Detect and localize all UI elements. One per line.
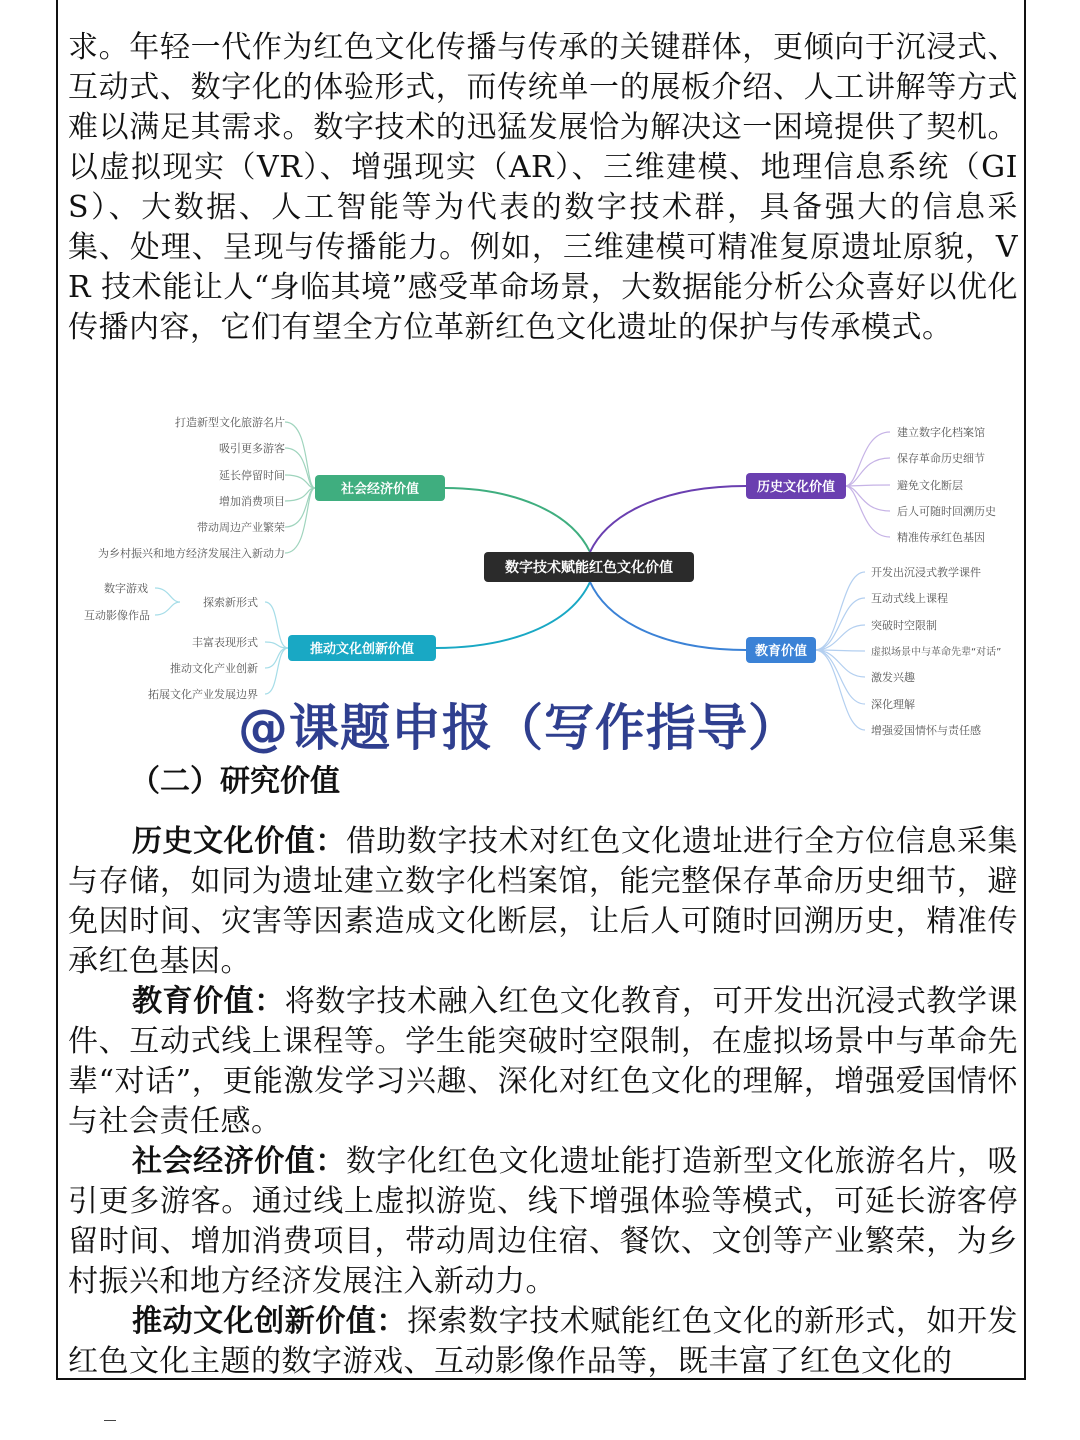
connector-history [590, 486, 746, 552]
history-leaf: 后人可随时回溯历史 [897, 505, 996, 518]
history-leaf: 避免文化断层 [897, 479, 963, 492]
value-term: 社会经济价值： [132, 1144, 346, 1179]
innovation-sub-node: 探索新形式 [203, 596, 258, 609]
innovation-leaf: 推动文化产业创新 [170, 662, 258, 675]
value-paragraph-education [68, 982, 1018, 1142]
branch-social-label: 社会经济价值 [340, 482, 420, 497]
social-leaf: 延长停留时间 [219, 469, 285, 482]
value-paragraph-social [68, 1142, 1018, 1302]
value-text: 数字化红色文化遗址能打造新型文化旅游名片，吸引更多游客。通过线上虚拟游览、线下增强体验等模式，可延长游客停留时间、增加消费项目，带动周边住宿、餐饮、文创等产业繁荣，为乡村振兴和地方经济发展注入新动力。 [68, 1144, 1018, 1299]
footer-dash [104, 1420, 116, 1421]
education-leaf: 深化理解 [871, 698, 915, 711]
branch-innovation-label: 推动文化创新价值 [309, 642, 415, 657]
value-paragraph-history [68, 822, 1018, 982]
branch-history-label: 历史文化价值 [756, 480, 836, 495]
education-leaf: 虚拟场景中与革命先辈“对话” [871, 647, 1002, 658]
social-leaf: 打造新型文化旅游名片 [175, 416, 285, 429]
education-leaf: 增强爱国情怀与责任感 [871, 724, 981, 737]
education-leaf: 突破时空限制 [871, 619, 937, 632]
intro-paragraph: 求。年轻一代作为红色文化传播与传承的关键群体，更倾向于沉浸式、互动式、数字化的体验形式，而传统单一的展板介绍、人工讲解等方式难以满足其需求。数字技术的迅猛发展恰为解决这一困境提供了契机。以虚拟现实（VR）、增强现实（AR）、三维建模、地理信息系统（GIS）、大数据、人工智能等为代表的数字技术群，具备强大的信息采集、处理、呈现与传播能力。例如，三维建模可精准复原遗址原貌，VR 技术能让人“身临其境”感受革命场景，大数据能分析公众喜好以优化传播内容，它们有望全方位革新红色文化遗址的保护与传承模式。 [68, 30, 1018, 345]
innovation-leaf: 拓展文化产业发展边界 [148, 688, 258, 701]
connector-education [590, 582, 746, 650]
value-paragraph-innovation [68, 1302, 1018, 1382]
history-leaf: 精准传承红色基因 [897, 531, 985, 544]
education-leaf: 开发出沉浸式教学课件 [871, 566, 981, 579]
connector-social [445, 488, 590, 552]
value-text: 借助数字技术对红色文化遗址进行全方位信息采集与存储，如同为遗址建立数字化档案馆，能完整保存革命历史细节，避免因时间、灾害等因素造成文化断层，让后人可随时回溯历史，精准传承红色基因。 [68, 824, 1018, 979]
connector-innovation [435, 582, 590, 648]
innovation-sub-leaf: 互动影像作品 [84, 609, 150, 622]
center-node-label: 数字技术赋能红色文化价值 [505, 560, 673, 576]
social-leaf: 带动周边产业繁荣 [197, 521, 285, 534]
value-text: 探索数字技术赋能红色文化的新形式，如开发红色文化主题的数字游戏、互动影像作品等，既丰富了红色文化的 [68, 1304, 1019, 1379]
innovation-sub-leaf: 数字游戏 [104, 582, 148, 595]
history-leaf: 建立数字化档案馆 [897, 426, 985, 439]
value-text: 将数字技术融入红色文化教育，可开发出沉浸式教学课件、互动式线上课程等。学生能突破时空限制，在虚拟场景中与革命先辈“对话”，更能激发学习兴趣、深化对红色文化的理解，增强爱国情怀与社会责任感。 [68, 984, 1019, 1139]
innovation-leaf: 丰富表现形式 [192, 636, 258, 649]
value-term: 推动文化创新价值： [132, 1304, 407, 1339]
education-leaf: 激发兴趣 [871, 671, 915, 684]
value-term: 历史文化价值： [132, 824, 346, 859]
social-leaf: 为乡村振兴和地方经济发展注入新动力 [98, 547, 285, 560]
value-term: 教育价值： [132, 984, 285, 1019]
social-leaf: 增加消费项目 [219, 495, 285, 508]
branch-education-label: 教育价值 [754, 644, 808, 659]
social-leaf: 吸引更多游客 [219, 442, 285, 455]
watermark: @课题申报（写作指导） [238, 699, 799, 757]
section-heading: （二）研究价值 [130, 764, 340, 799]
education-leaf: 互动式线上课程 [871, 592, 948, 605]
history-leaf: 保存革命历史细节 [897, 452, 985, 465]
